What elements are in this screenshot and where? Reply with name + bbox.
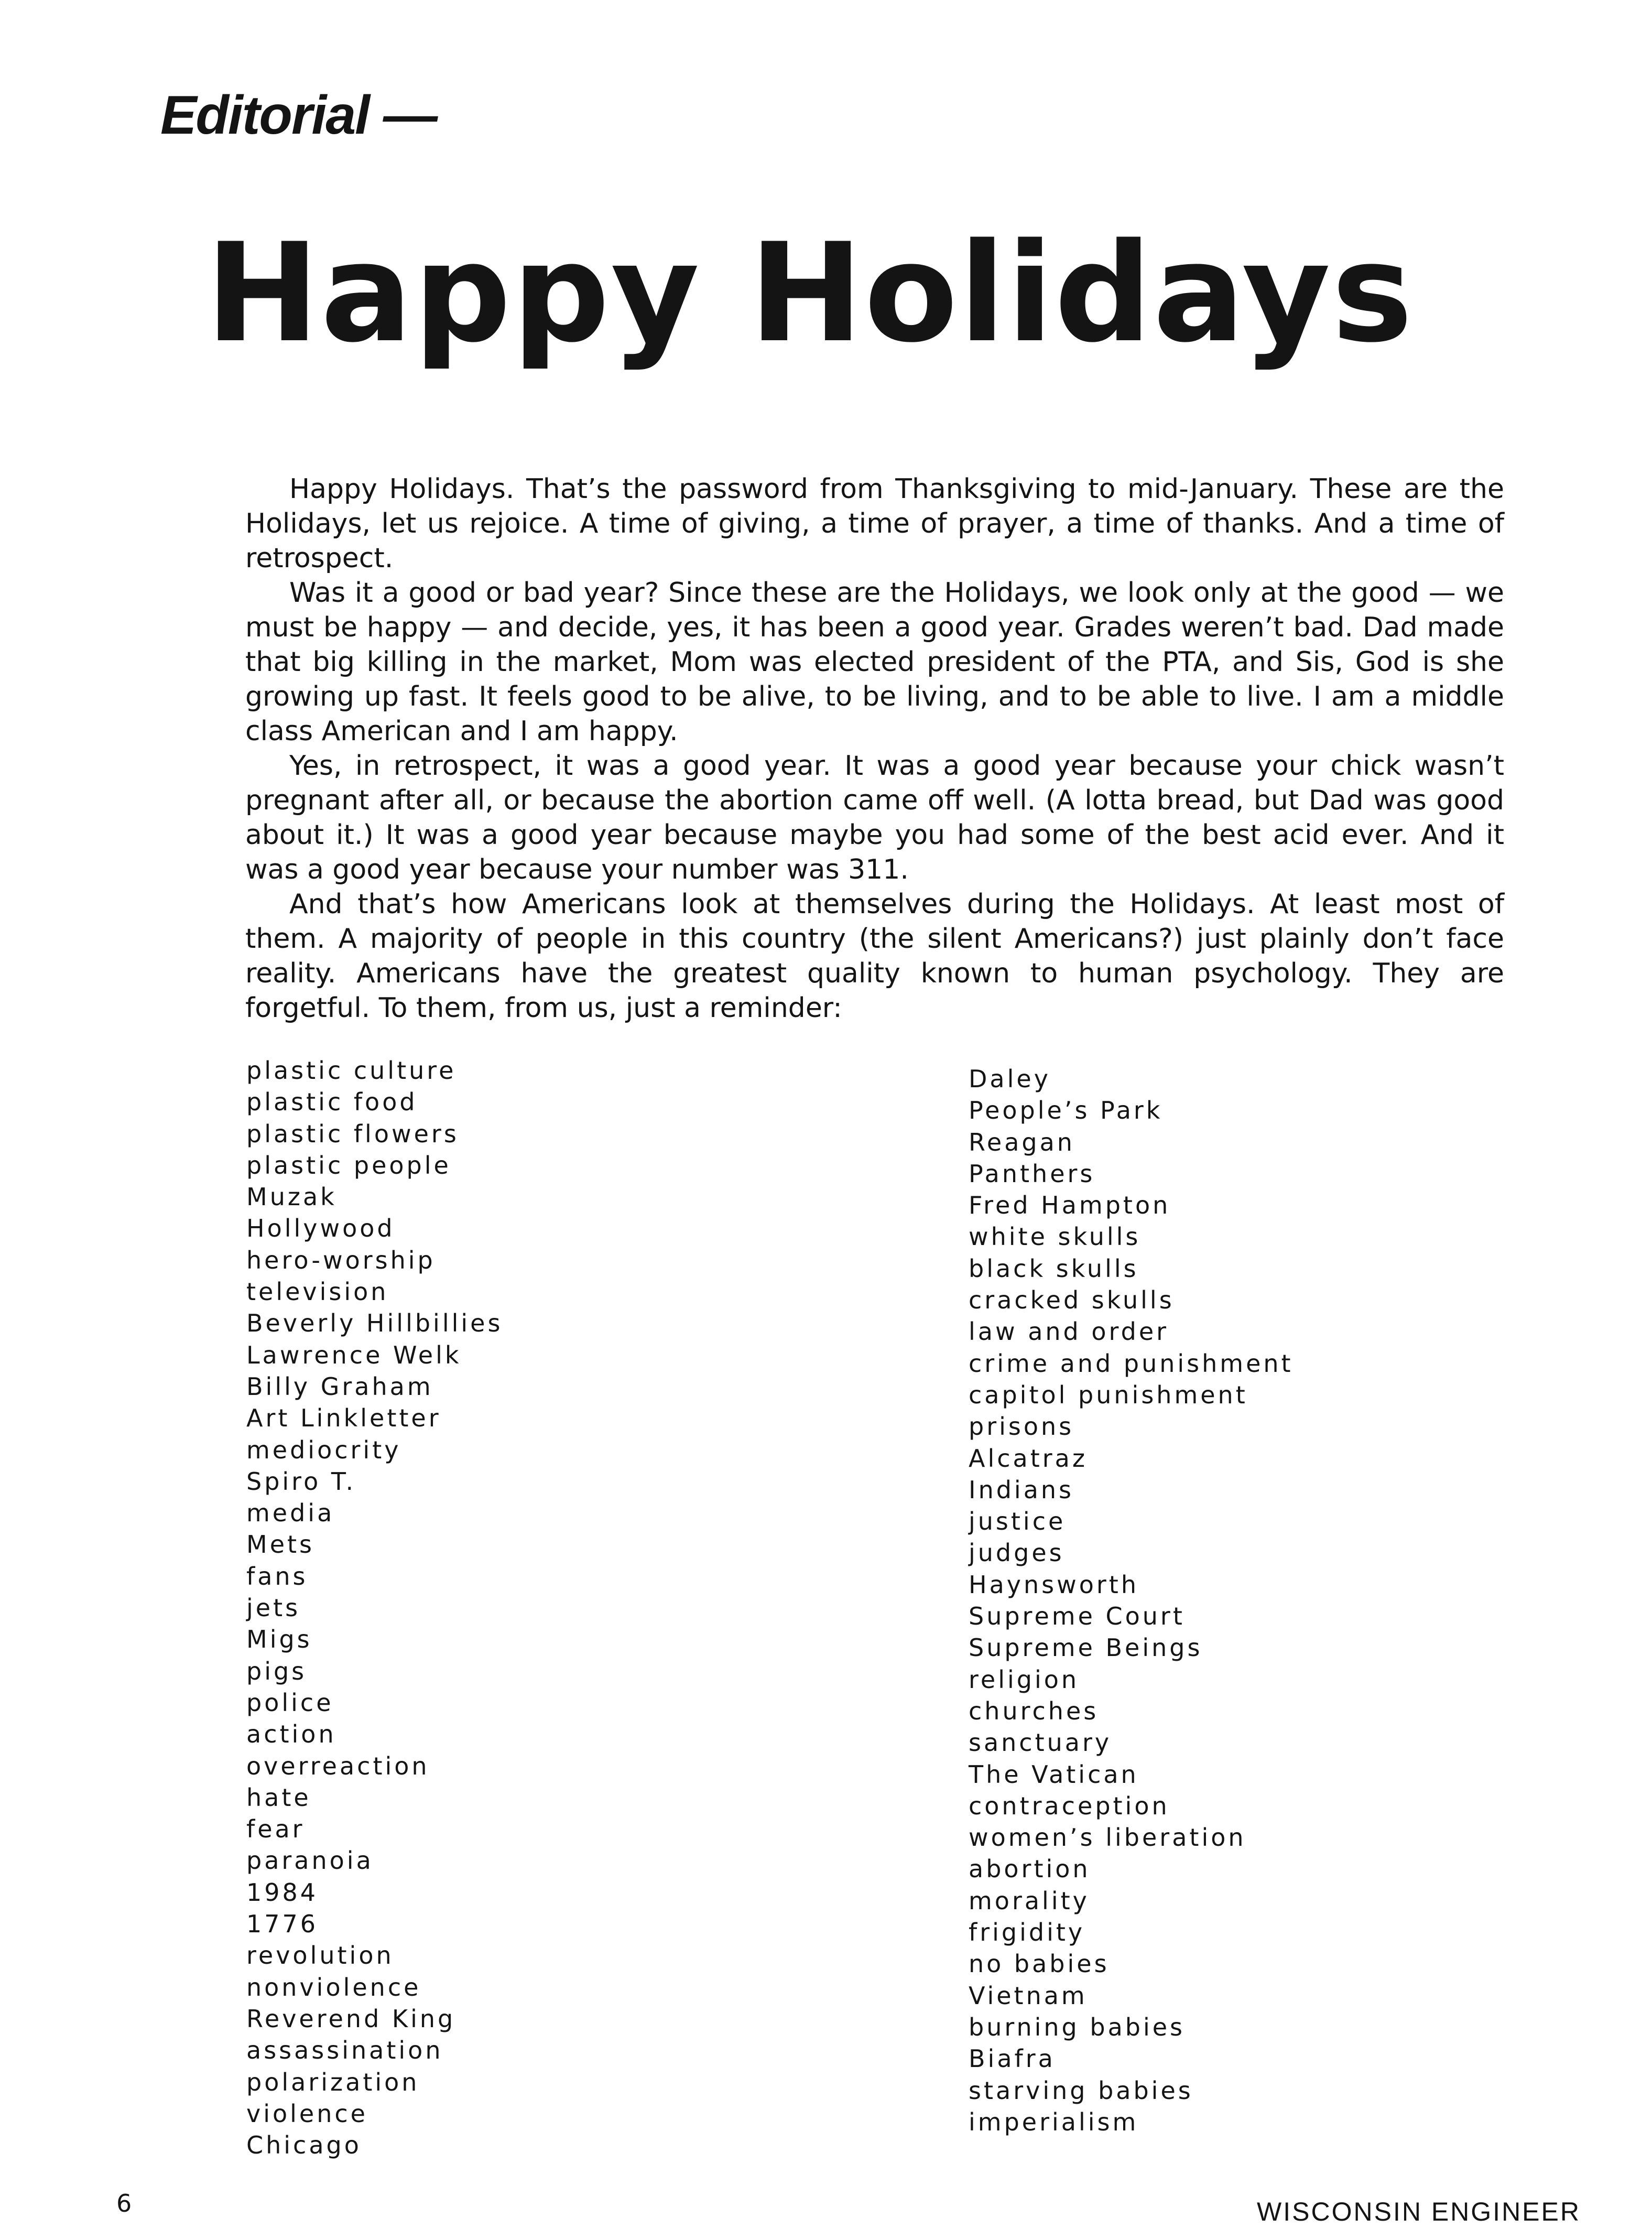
list-item: Migs	[246, 1625, 312, 1654]
list-item: imperialism	[969, 2107, 1139, 2136]
list-item: crime and punishment	[969, 1349, 1294, 1378]
list-item: plastic people	[246, 1151, 451, 1180]
paragraph: Was it a good or bad year? Since these are the Holidays, we look only at the good — we must be happy — and decide, yes, it has been a good year. Grades weren’t bad. Dad made that big killing in the market, Mom was elected president of the PTA, and Sis, God is she growing up fast. It feels good to be alive, to be living, and to be able to live. I am a middle class American and I am happy.	[245, 577, 1504, 747]
list-item: Supreme Court	[969, 1602, 1185, 1631]
list-item: capitol punishment	[969, 1380, 1248, 1409]
paragraph: Yes, in retrospect, it was a good year. It was a good year because your chick wasn’t pregnant after all, or because the abortion came off well. (A lotta bread, but Dad was good about it.) It was a good year because maybe you had some of the best acid ever. And it was a good year because your number was 311.	[245, 750, 1504, 885]
list-item: hate	[246, 1783, 311, 1812]
list-item: Supreme Beings	[969, 1633, 1203, 1662]
list-item: fear	[246, 1815, 305, 1844]
list-item: violence	[246, 2099, 368, 2128]
list-item: Biafra	[969, 2044, 1056, 2073]
list-item: Indians	[969, 1475, 1074, 1504]
list-item: frigidity	[969, 1918, 1085, 1947]
publication-name: WISCONSIN ENGINEER	[1257, 2197, 1581, 2226]
reminder-list-right	[969, 1063, 1294, 2138]
list-item: black skulls	[969, 1254, 1139, 1283]
list-item: television	[246, 1278, 389, 1306]
list-item: Chicago	[246, 2131, 362, 2160]
list-item: women’s liberation	[969, 1823, 1246, 1852]
list-item: hero-worship	[246, 1246, 436, 1274]
list-item: Haynsworth	[969, 1570, 1139, 1599]
list-item: assassination	[246, 2036, 443, 2065]
list-item: Hollywood	[246, 1214, 395, 1243]
list-item: Alcatraz	[969, 1444, 1088, 1473]
list-item: People’s Park	[969, 1096, 1163, 1125]
list-item: police	[246, 1688, 334, 1717]
list-item: sanctuary	[969, 1728, 1112, 1757]
list-item: no babies	[969, 1950, 1110, 1978]
list-item: plastic culture	[246, 1056, 457, 1085]
list-item: fans	[246, 1562, 308, 1590]
list-item: white skulls	[969, 1222, 1141, 1251]
list-item: Art Linkletter	[246, 1404, 441, 1433]
list-item: Mets	[246, 1530, 314, 1559]
list-item: plastic food	[246, 1088, 418, 1117]
list-item: plastic flowers	[246, 1119, 459, 1148]
list-item: contraception	[969, 1791, 1170, 1820]
list-item: Vietnam	[969, 1981, 1088, 2010]
list-item: Lawrence Welk	[246, 1340, 462, 1369]
reminder-list-left	[246, 1055, 503, 2161]
list-item: cracked skulls	[969, 1286, 1175, 1315]
list-item: 1984	[246, 1878, 319, 1907]
list-item: burning babies	[969, 2012, 1186, 2041]
list-item: 1776	[246, 1910, 319, 1939]
list-item: paranoia	[246, 1846, 374, 1875]
list-item: Panthers	[969, 1159, 1095, 1188]
list-item: Daley	[969, 1065, 1051, 1093]
list-item: abortion	[969, 1855, 1091, 1884]
list-item: justice	[969, 1507, 1066, 1536]
page-title: Happy Holidays	[205, 214, 1414, 373]
list-item: jets	[246, 1594, 301, 1622]
list-item: religion	[969, 1665, 1080, 1694]
list-item: starving babies	[969, 2076, 1193, 2105]
list-item: pigs	[246, 1657, 307, 1685]
paragraph: And that’s how Americans look at themselves during the Holidays. At least most of them. A majority of people in this country (the silent Americans?) just plainly don’t face reality. Americans have the greatest quality known to human psychology. They are forgetful. To them, from us, just a reminder:	[245, 889, 1504, 1024]
list-item: Fred Hampton	[969, 1191, 1171, 1220]
list-item: revolution	[246, 1941, 394, 1970]
list-item: media	[246, 1499, 335, 1528]
page-number: 6	[116, 2189, 132, 2217]
list-item: judges	[969, 1539, 1064, 1567]
list-item: prisons	[969, 1412, 1074, 1441]
list-item: Reagan	[969, 1128, 1075, 1156]
paragraph: Happy Holidays. That’s the password from Thanksgiving to mid-January. These are the Holidays, let us rejoice. A time of giving, a time of prayer, a time of thanks. And a time of retrospect.	[245, 473, 1504, 574]
list-item: Muzak	[246, 1183, 337, 1211]
list-item: law and order	[969, 1317, 1169, 1346]
list-item: morality	[969, 1886, 1090, 1915]
list-item: Beverly Hillbillies	[246, 1309, 503, 1338]
list-item: overreaction	[246, 1751, 430, 1780]
list-item: nonviolence	[246, 1973, 421, 2001]
list-item: churches	[969, 1696, 1099, 1725]
list-item: mediocrity	[246, 1435, 401, 1464]
section-kicker: Editorial —	[160, 85, 437, 146]
list-item: polarization	[246, 2068, 420, 2096]
editorial-body	[245, 472, 1504, 1025]
list-item: Spiro T.	[246, 1467, 356, 1496]
list-item: Billy Graham	[246, 1372, 433, 1401]
list-item: Reverend King	[246, 2004, 456, 2033]
list-item: action	[246, 1720, 336, 1749]
list-item: The Vatican	[969, 1760, 1139, 1789]
